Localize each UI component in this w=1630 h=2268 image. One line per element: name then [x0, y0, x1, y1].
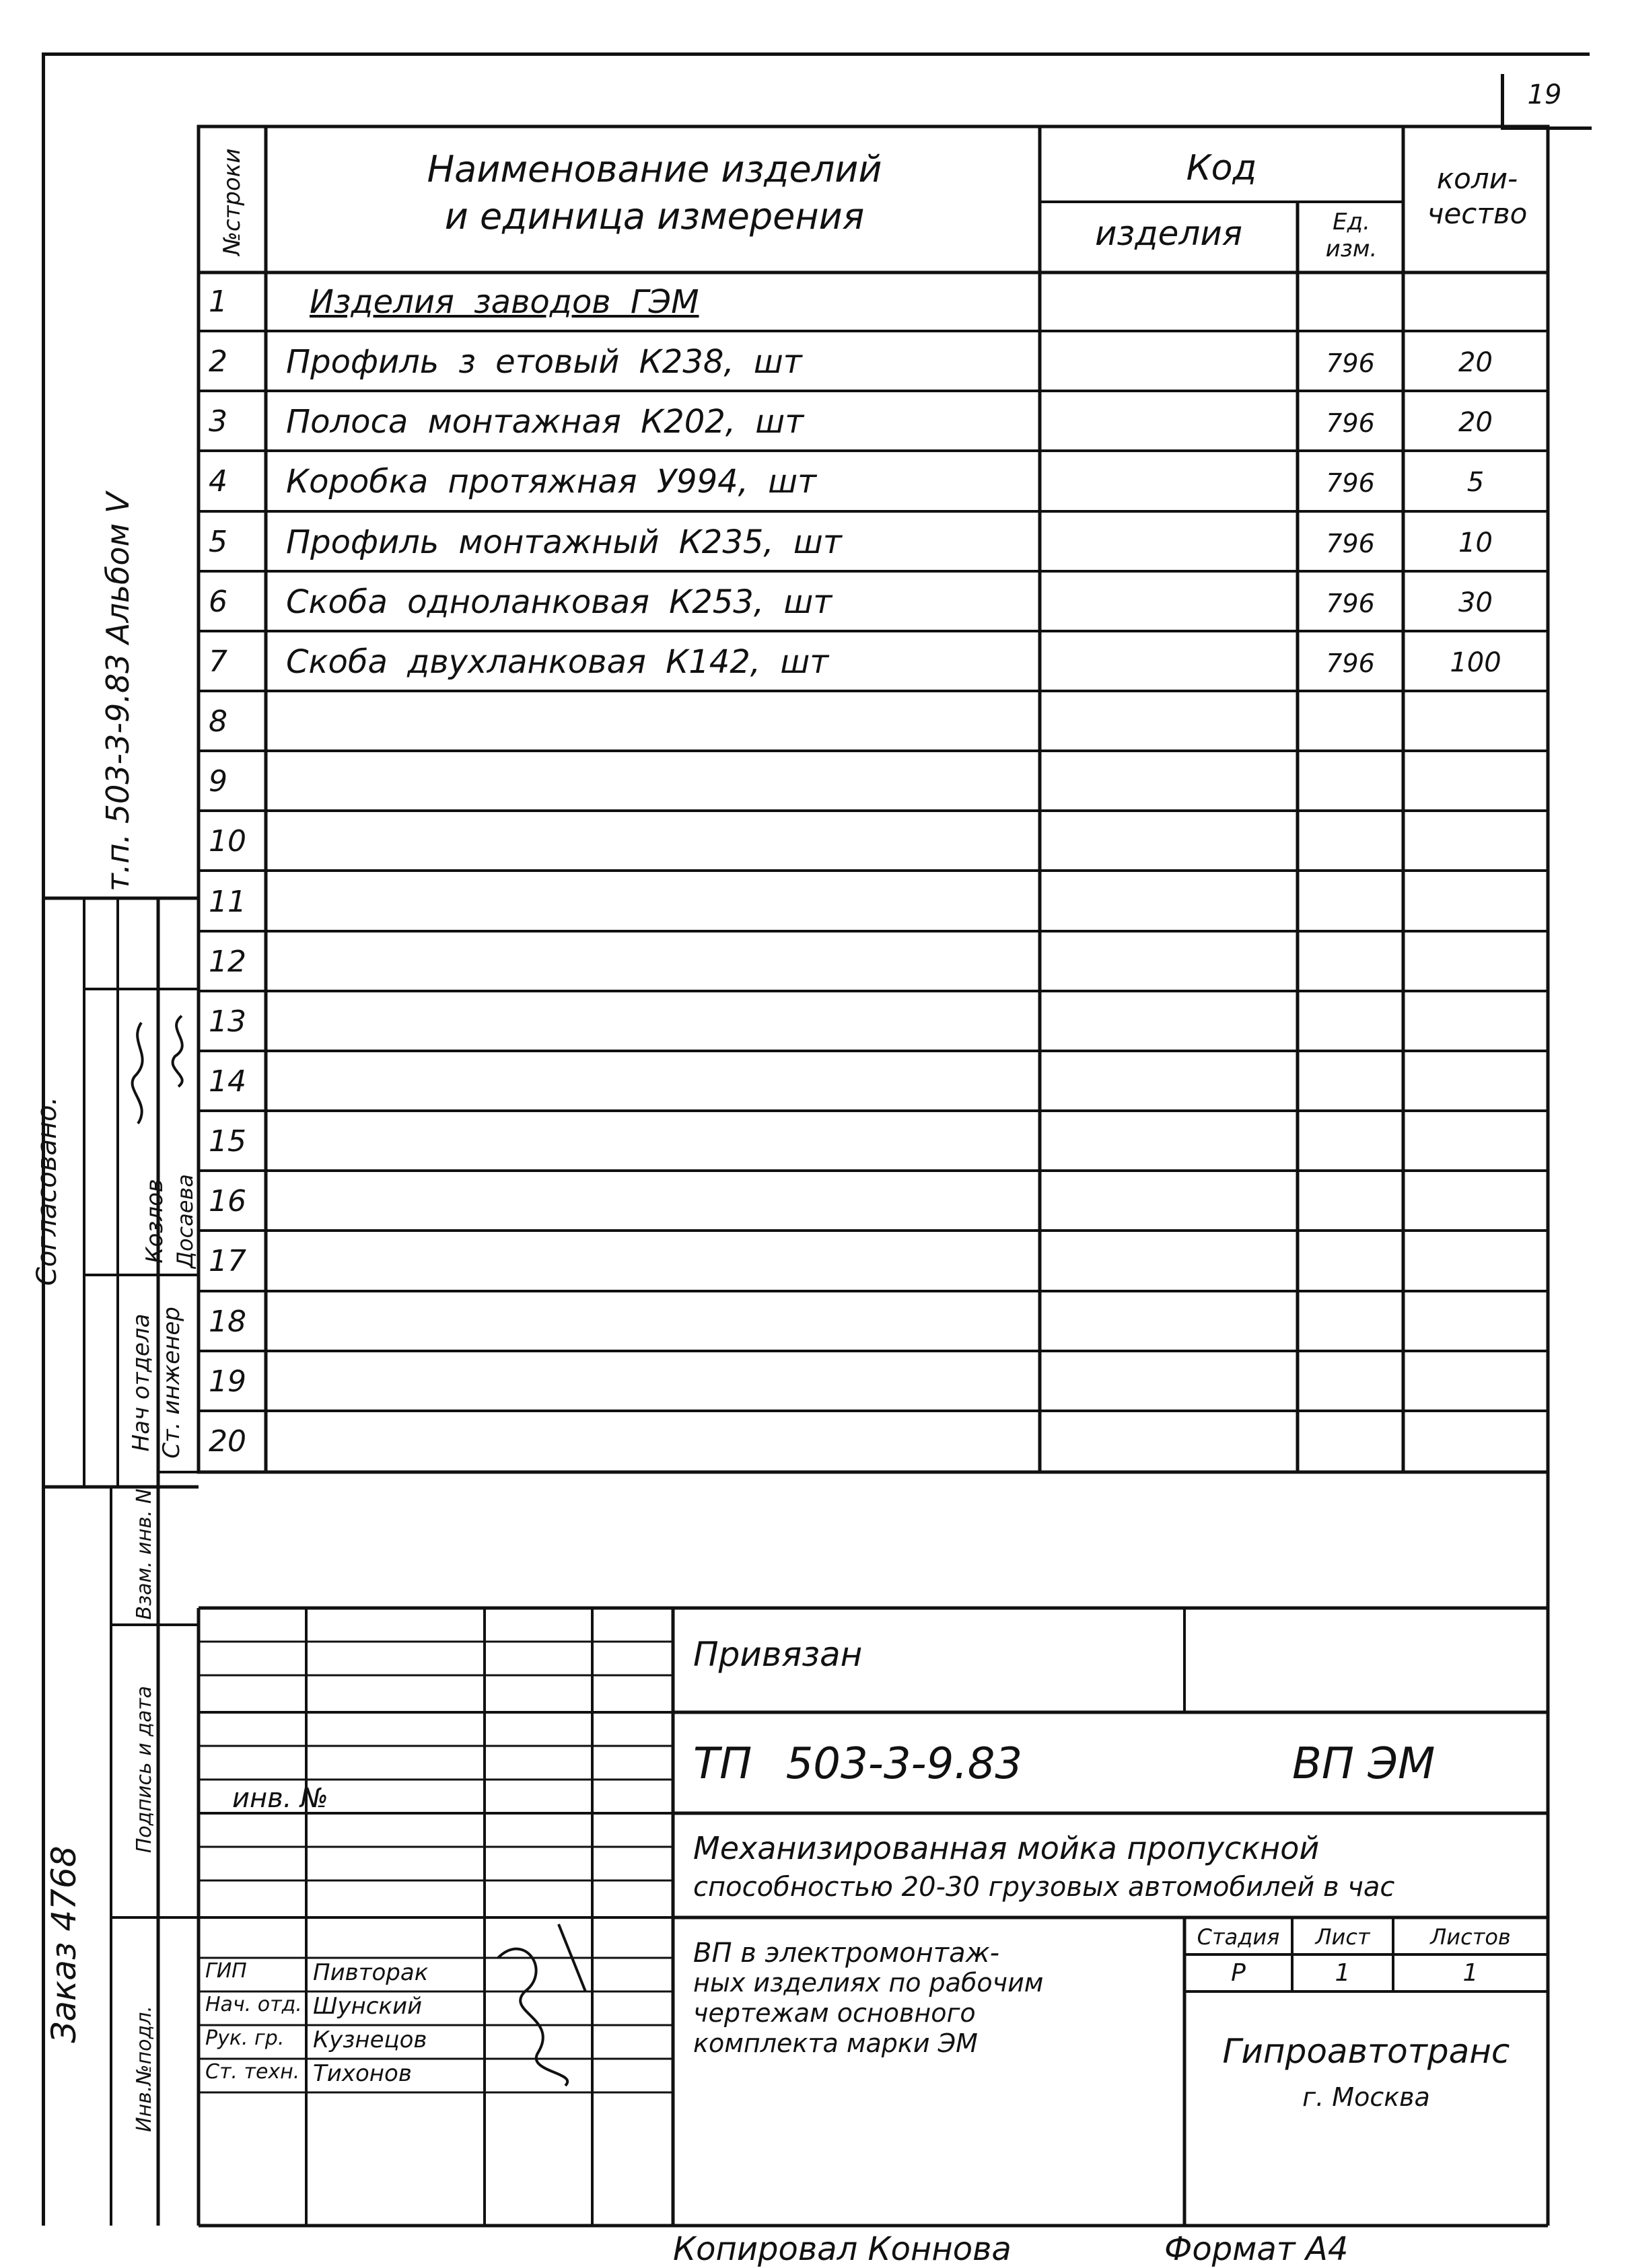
- row-name: Профиль монтажный К235, шт: [286, 523, 842, 561]
- row-number: 8: [209, 704, 227, 739]
- format-label: Формат А4: [1164, 2230, 1349, 2268]
- doc-code: ТП 503-3-9.83: [693, 1739, 1023, 1789]
- row-name: Скоба двухланковая К142, шт: [286, 643, 829, 681]
- row-number: 12: [209, 944, 246, 979]
- row-name: Профиль з етовый К238, шт: [286, 343, 802, 381]
- signature-date-label: Подпись и дата: [133, 1685, 156, 1854]
- header-code-item: изделия: [1095, 214, 1242, 253]
- organization-city: г. Москва: [1302, 2082, 1430, 2112]
- row-unit-code: 796: [1326, 349, 1375, 379]
- desc-line1: ВП в электромонтаж-: [693, 1938, 1000, 1969]
- row-number: 14: [209, 1064, 246, 1099]
- signature-gip: [485, 1917, 592, 2092]
- row-number: 6: [209, 584, 227, 619]
- sheets-value: 1: [1462, 1959, 1479, 1987]
- row-number: 10: [209, 824, 246, 859]
- row-unit-code: 796: [1326, 408, 1375, 439]
- row-number: 19: [209, 1364, 246, 1399]
- copied-by: Копировал Коннова: [673, 2230, 1012, 2268]
- signatory-name: Тихонов: [313, 2060, 412, 2087]
- sheet-value: 1: [1335, 1959, 1351, 1987]
- signatory-role: Рук. гр.: [205, 2026, 285, 2050]
- row-number: 11: [209, 884, 246, 919]
- row-quantity: 30: [1458, 587, 1493, 618]
- privyazan-label: Привязан: [693, 1635, 863, 1674]
- kozlov-label: Козлов: [141, 1179, 168, 1264]
- row-unit-code: 796: [1326, 648, 1375, 678]
- header-code-unit: Ед. изм.: [1325, 209, 1378, 262]
- row-quantity: 100: [1450, 647, 1501, 678]
- signatory-name: Пивторак: [313, 1959, 429, 1986]
- page-number: 19: [1527, 79, 1562, 110]
- signatory-role: ГИП: [205, 1959, 247, 1983]
- desc-line3: чертежам основного: [693, 1998, 976, 2028]
- row-number: 18: [209, 1304, 246, 1339]
- signatory-name: Кузнецов: [313, 2026, 427, 2053]
- row-number: 2: [209, 344, 227, 379]
- row-name: Коробка протяжная У994, шт: [286, 463, 817, 501]
- sheet-label: Лист: [1315, 1924, 1370, 1950]
- row-number: 16: [209, 1184, 246, 1219]
- inv-number-label: инв. №: [232, 1783, 328, 1814]
- senior-engineer-label: Ст. инженер: [158, 1307, 185, 1459]
- agreed-label: Согласовано:: [32, 1095, 63, 1286]
- row-number: 20: [209, 1424, 246, 1459]
- organization-name: Гипроавтотранс: [1222, 2032, 1510, 2071]
- row-number: 5: [209, 524, 227, 559]
- signatory-role: Ст. техн.: [205, 2060, 300, 2084]
- row-number: 15: [209, 1124, 246, 1159]
- row-quantity: 20: [1458, 347, 1493, 379]
- row-name: Изделия заводов ГЭМ: [310, 283, 699, 321]
- sheets-label: Листов: [1430, 1924, 1511, 1950]
- stage-value: Р: [1231, 1959, 1246, 1987]
- header-name-line1: Наименование изделий: [427, 148, 882, 190]
- row-number: 17: [209, 1244, 246, 1279]
- header-code: Код: [1186, 148, 1257, 188]
- row-number: 13: [209, 1004, 246, 1039]
- order-number: Заказ 4768: [44, 1845, 83, 2043]
- album-label: т.п. 503-3-9.83 Альбом V: [100, 492, 136, 891]
- row-quantity: 20: [1458, 407, 1493, 439]
- row-number: 4: [209, 464, 227, 499]
- title-line1: Механизированная мойка пропускной: [693, 1830, 1320, 1866]
- dosaeva-label: Доcаева: [172, 1174, 198, 1268]
- row-unit-code: 796: [1326, 588, 1375, 618]
- desc-line4: комплекта марки ЭМ: [693, 2028, 978, 2058]
- row-unit-code: 796: [1326, 468, 1375, 499]
- title-line2: способностью 20-30 грузовых автомобилей в час: [693, 1872, 1395, 1903]
- row-name: Полоса монтажная К202, шт: [286, 403, 804, 441]
- doc-mark: ВП ЭМ: [1292, 1739, 1436, 1789]
- desc-line2: ных изделиях по рабочим: [693, 1968, 1044, 1998]
- row-number: 7: [209, 644, 227, 679]
- header-name-line2: и единица измерения: [444, 195, 865, 237]
- row-unit-code: 796: [1326, 528, 1375, 558]
- row-number: 3: [209, 404, 227, 439]
- row-quantity: 5: [1466, 467, 1485, 499]
- row-number: 1: [209, 285, 227, 319]
- inv-podl-label: Инв.№подл.: [133, 2006, 156, 2132]
- row-number: 9: [209, 764, 227, 799]
- inv-vzam-label: Взам. инв. N: [133, 1488, 156, 1620]
- header-row-number: №строки: [219, 148, 246, 256]
- signatory-role: Нач. отд.: [205, 1993, 302, 2016]
- row-quantity: 10: [1458, 527, 1493, 558]
- stage-label: Стадия: [1197, 1924, 1280, 1950]
- dept-head-label: Нач отдела: [128, 1313, 155, 1452]
- signatory-name: Шунский: [313, 1993, 423, 2020]
- header-quantity: коли-чество: [1427, 162, 1528, 230]
- row-name: Скоба одноланковая К253, шт: [286, 583, 832, 621]
